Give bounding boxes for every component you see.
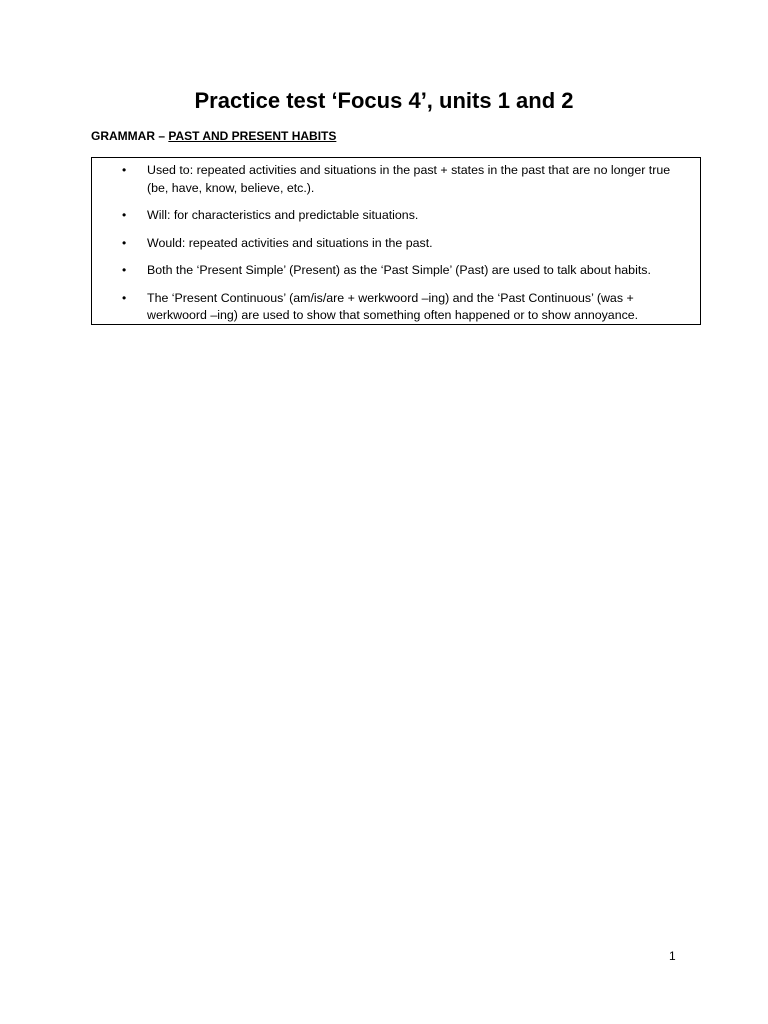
- rule-text: Would: repeated activities and situations in the past.: [147, 235, 433, 250]
- page-number: 1: [669, 949, 676, 963]
- list-item: [92, 235, 700, 253]
- bullet-icon: •: [122, 163, 127, 177]
- bullet-icon: •: [122, 263, 127, 277]
- list-item: [92, 290, 700, 325]
- rule-text: Will: for characteristics and predictable situations.: [147, 208, 419, 222]
- section-heading-prefix: GRAMMAR –: [91, 129, 169, 143]
- grammar-rules-list: [92, 162, 700, 335]
- list-item: [92, 162, 700, 197]
- bullet-icon: •: [122, 235, 127, 250]
- grammar-rules-box: [91, 157, 701, 325]
- section-heading: [91, 128, 336, 144]
- list-item: [92, 262, 700, 280]
- rule-text: Both the ‘Present Simple’ (Present) as the ‘Past Simple’ (Past) are used to talk about habits.: [147, 263, 651, 277]
- section-heading-topic: PAST AND PRESENT HABITS: [168, 129, 337, 143]
- rule-text: Used to: repeated activities and situations in the past + states in the past that are no longer true (be, have, know, believe, etc.).: [147, 163, 671, 195]
- bullet-icon: •: [122, 208, 127, 222]
- bullet-icon: •: [122, 290, 127, 305]
- document-title: Practice test ‘Focus 4’, units 1 and 2: [194, 88, 574, 113]
- list-item: [92, 207, 700, 225]
- rule-text: The ‘Present Continuous’ (am/is/are + werkwoord –ing) and the ‘Past Continuous’ (was + werkwoord –ing) are used to show that something often happened or to show annoyance.: [147, 290, 639, 322]
